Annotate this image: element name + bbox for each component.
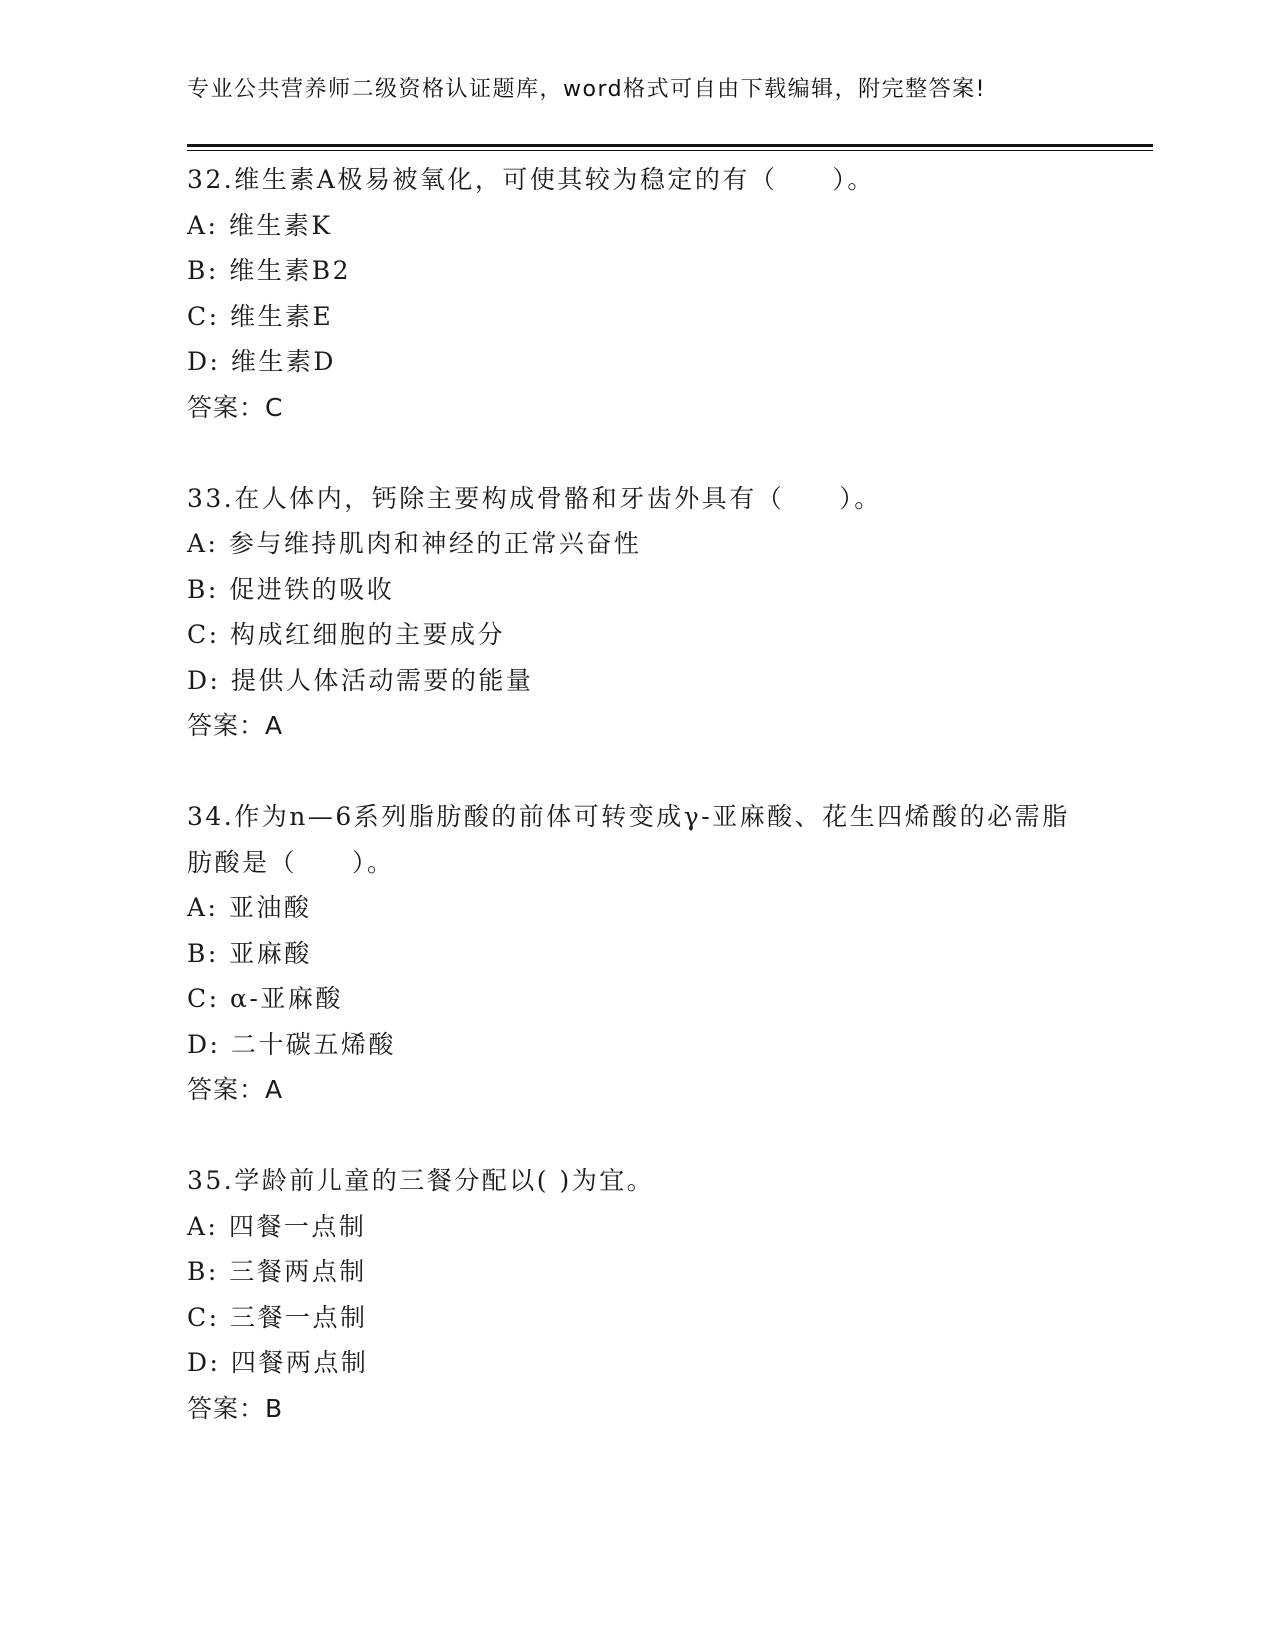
option-d: D: 四餐两点制: [187, 1348, 369, 1377]
question-list: [187, 157, 1087, 1477]
option-a: A: 维生素K: [187, 210, 333, 240]
answer-line: 答案：A: [187, 1075, 284, 1104]
option-c: C: 构成红细胞的主要成分: [187, 620, 505, 649]
question-32: [187, 157, 1087, 430]
answer-line: 答案：B: [187, 1393, 284, 1423]
answer-line: 答案：A: [187, 711, 284, 740]
question-stem: 32.维生素A极易被氧化，可使其较为稳定的有（ ）。: [187, 165, 875, 194]
option-a: A: 亚油酸: [187, 893, 312, 922]
question-stem: 34.作为n—6系列脂肪酸的前体可转变成γ-亚麻酸、花生四烯酸的必需脂肪酸是（ ）。: [187, 802, 1070, 877]
question-35: [187, 1158, 1087, 1431]
page-header: 专业公共营养师二级资格认证题库，word格式可自由下载编辑，附完整答案!: [187, 77, 986, 102]
question-stem: 33.在人体内，钙除主要构成骨骼和牙齿外具有（ ）。: [187, 483, 882, 513]
option-d: D: 提供人体活动需要的能量: [187, 665, 534, 695]
option-c: C: α-亚麻酸: [187, 984, 343, 1013]
option-d: D: 维生素D: [187, 347, 336, 376]
answer-line: 答案：C: [187, 392, 284, 422]
question-stem: 35.学龄前儿童的三餐分配以( )为宜。: [187, 1166, 655, 1195]
option-b: B: 维生素B2: [187, 256, 352, 285]
header-rule-thick: [187, 144, 1153, 147]
option-b: B: 促进铁的吸收: [187, 574, 395, 604]
option-c: C: 三餐一点制: [187, 1302, 368, 1332]
option-a: A: 参与维持肌肉和神经的正常兴奋性: [187, 529, 642, 558]
question-34: [187, 794, 1087, 1113]
option-b: B: 三餐两点制: [187, 1257, 367, 1286]
question-33: [187, 476, 1087, 749]
header-rule-thin: [187, 150, 1153, 151]
option-b: B: 亚麻酸: [187, 938, 312, 968]
option-a: A: 四餐一点制: [187, 1211, 367, 1241]
option-c: C: 维生素E: [187, 301, 334, 331]
option-d: D: 二十碳五烯酸: [187, 1029, 396, 1059]
